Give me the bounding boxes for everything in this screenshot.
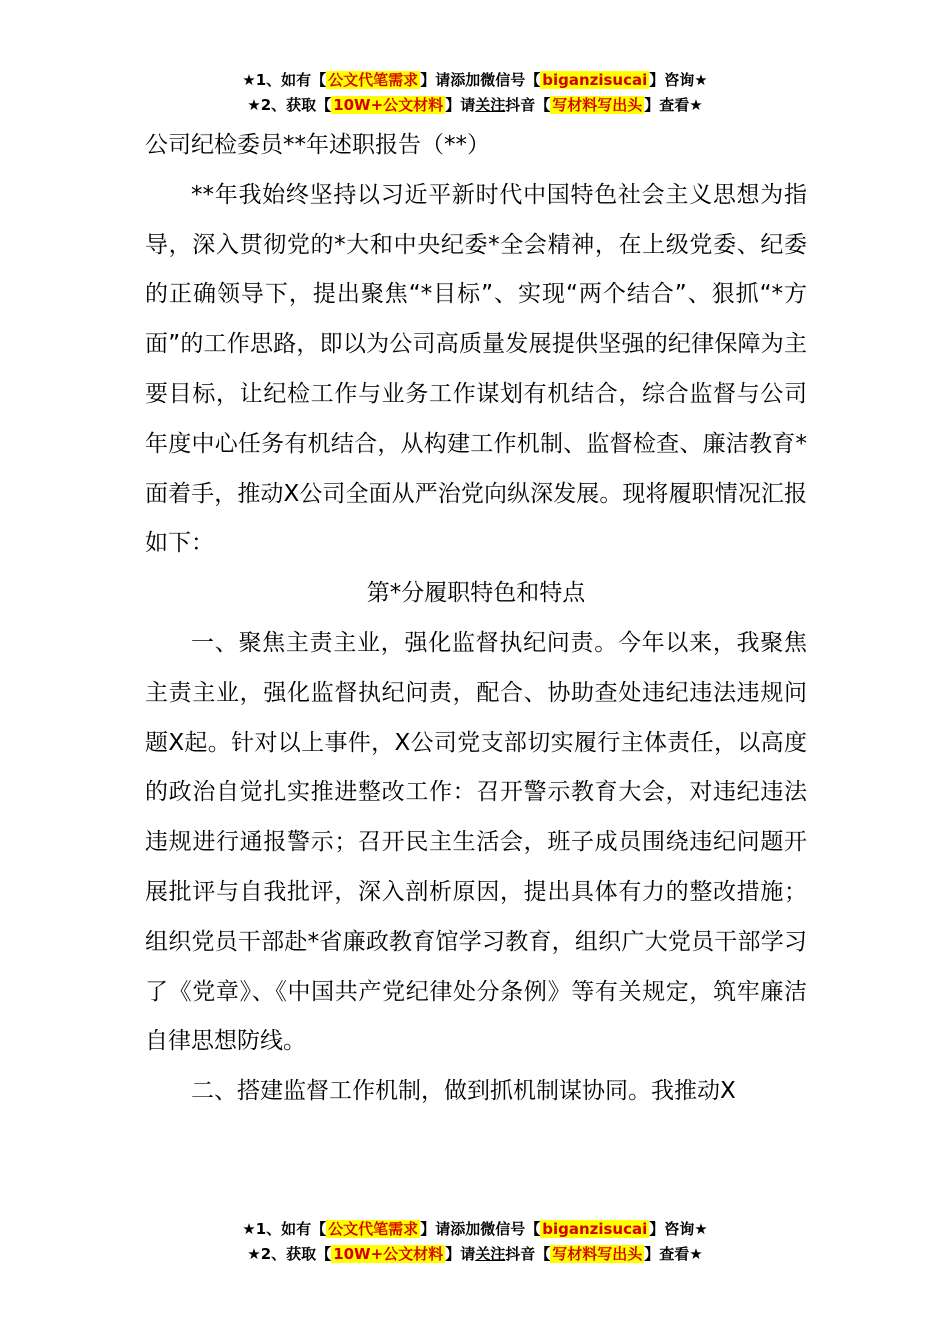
banner-underlined: 关注: [475, 1245, 506, 1263]
banner-highlight: 10W+公文材料: [333, 96, 444, 114]
banner-highlight: biganzisucai: [542, 71, 648, 89]
banner-underlined: 关注: [475, 96, 506, 114]
banner-highlight: 公文代笔需求: [328, 71, 419, 89]
paragraph-1: 一、聚焦主责主业，强化监督执纪问责。今年以来，我聚焦主责主业，强化监督执纪问责，配合、协助查处违纪违法违规问题X起。针对以上事件，X公司党支部切实履行主体责任，以高度的政治自觉扎实推进整改工作：召开警示教育大会，对违纪违法违规进行通报警示；召开民主生活会，班子成员围绕违纪问题开展批评与自我批评，深入剖析原因，提出具体有力的整改措施；组织党员干部赴*省廉政教育馆学习教育，组织广大党员干部学习了《党章》、《中国共产党纪律处分条例》等有关规定，筑牢廉洁自律思想防线。: [145, 629, 807, 1055]
header-banner: [0, 68, 950, 118]
footer-banner-line-2: [0, 1242, 950, 1267]
intro-paragraph: **年我始终坚持以习近平新时代中国特色社会主义思想为指导，深入贯彻党的*大和中央纪委*全会精神，在上级党委、纪委的正确领导下，提出聚焦“*目标”、实现“两个结合”、狠抓“*方面”的工作思路，即以为公司高质量发展提供坚强的纪律保障为主要目标，让纪检工作与业务工作谋划有机结合，综合监督与公司年度中心任务有机结合，从构建工作机制、监督检查、廉洁教育*面着手，推动X公司全面从严治党向纵深发展。现将履职情况汇报如下：: [145, 181, 807, 557]
banner-highlight: 10W+公文材料: [333, 1245, 444, 1263]
banner-text: 】请: [445, 1245, 476, 1263]
banner-text: 】咨询★: [649, 1220, 708, 1238]
banner-text: 】请: [445, 96, 476, 114]
banner-highlight: biganzisucai: [542, 1220, 648, 1238]
footer-banner: [0, 1217, 950, 1267]
banner-text: ★1、如有【: [242, 1220, 327, 1238]
paragraph-2: 二、搭建监督工作机制，做到抓机制谋协同。我推动X: [191, 1078, 736, 1105]
footer-banner-line-1: [0, 1217, 950, 1242]
banner-text: ★1、如有【: [242, 71, 327, 89]
banner-text: ★2、获取【: [247, 96, 332, 114]
header-banner-line-1: [0, 68, 950, 93]
banner-highlight: 公文代笔需求: [328, 1220, 419, 1238]
banner-text: 】咨询★: [649, 71, 708, 89]
banner-text: ★2、获取【: [247, 1245, 332, 1263]
banner-highlight: 写材料写出头: [552, 1245, 643, 1263]
banner-text: 抖音【: [505, 96, 551, 114]
header-banner-line-2: [0, 93, 950, 118]
banner-text: 】查看★: [644, 96, 703, 114]
section-heading: 第*分履职特色和特点: [366, 580, 586, 607]
banner-text: 】请添加微信号【: [420, 1220, 541, 1238]
banner-text: 】请添加微信号【: [420, 71, 541, 89]
document-body: [145, 121, 807, 1117]
banner-text: 】查看★: [644, 1245, 703, 1263]
document-title: 公司纪检委员**年述职报告（**）: [145, 132, 490, 158]
banner-highlight: 写材料写出头: [552, 96, 643, 114]
banner-text: 抖音【: [505, 1245, 551, 1263]
